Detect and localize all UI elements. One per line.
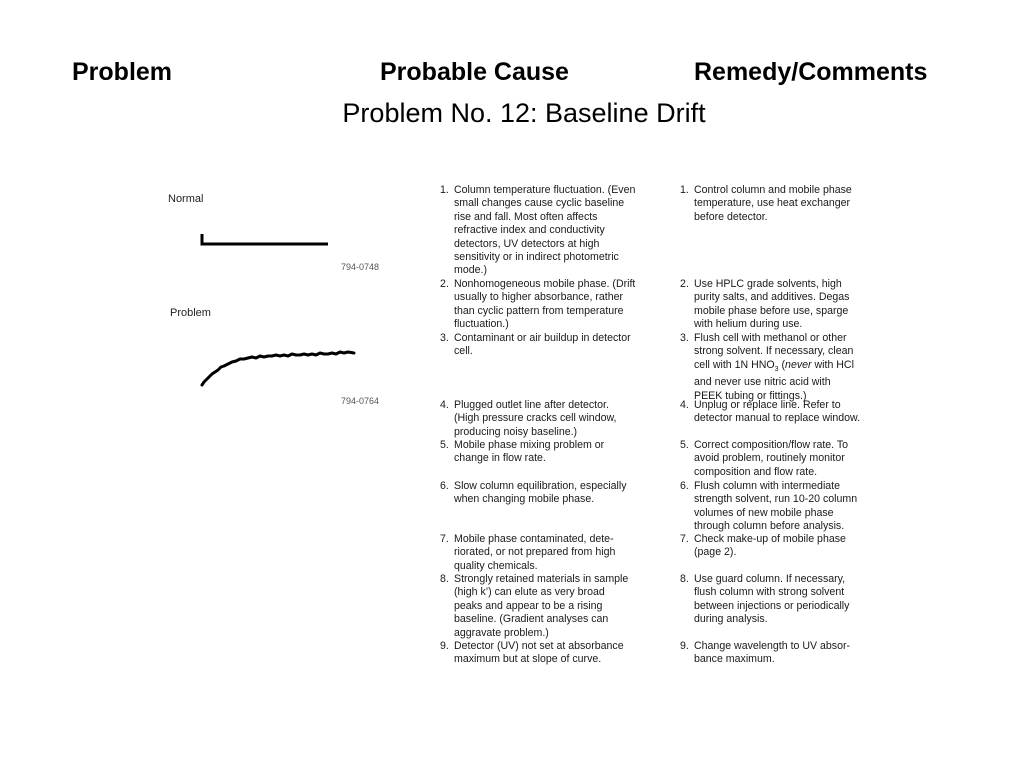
- remedy-number: 9.: [680, 640, 689, 652]
- remedy-text-formula-line: [694, 359, 906, 377]
- remedy-number: 1.: [680, 184, 689, 196]
- problem-drift-trace: [202, 352, 354, 385]
- remedy-text: Change wavelength to UV absor- bance maximum.: [694, 640, 851, 666]
- cause-text: Plugged outlet line after detector. (High pressure cracks cell window, producing noisy baseline.): [454, 399, 617, 438]
- header-problem: Problem: [72, 58, 173, 86]
- remedy-number: 7.: [680, 533, 689, 545]
- remedy-text: Use guard column. If necessary, flush column with strong solvent between injections or periodically during analysis.: [694, 573, 850, 626]
- remedy-number: 5.: [680, 439, 689, 451]
- cause-number: 7.: [440, 533, 449, 545]
- cause-number: 8.: [440, 573, 449, 585]
- remedy-text: Flush cell with methanol or other strong solvent. If necessary, clean: [694, 332, 854, 358]
- cause-text: Slow column equilibration, especially when changing mobile phase.: [454, 480, 627, 506]
- cause-number: 1.: [440, 184, 449, 196]
- header-remedy-comments: Remedy/Comments: [694, 58, 928, 86]
- remedy-text-post: with HCl: [811, 358, 854, 371]
- problem-drift-figure: [196, 345, 366, 390]
- page-title: Problem No. 12: Baseline Drift: [342, 98, 706, 128]
- remedy-text-emphasis: never: [785, 358, 812, 371]
- normal-baseline-figure: [196, 230, 336, 250]
- remedy-text: Flush column with intermediate strength solvent, run 10-20 column volumes of new mobile phase through column before analysis.: [694, 480, 858, 533]
- remedy-text: Use HPLC grade solvents, high purity salts, and additives. Degas mobile phase before use, sparge with helium during use.: [694, 278, 850, 331]
- problem-figure-code: 794-0764: [341, 396, 380, 406]
- remedy-number: 8.: [680, 573, 689, 585]
- cause-number: 9.: [440, 640, 449, 652]
- remedy-text: Unplug or replace line. Refer to detector manual to replace window.: [694, 399, 861, 425]
- normal-figure-code: 794-0748: [341, 262, 380, 272]
- problem-label: Problem: [170, 307, 211, 319]
- cause-text: Mobile phase mixing problem or change in flow rate.: [454, 439, 605, 465]
- formula-subscript: 3: [774, 365, 779, 373]
- normal-label: Normal: [168, 193, 204, 205]
- remedy-text-formula: cell with 1N HNO: [694, 358, 775, 371]
- remedies-list: [680, 184, 920, 674]
- remedy-text-tail: and never use nitric acid with PEEK tubing or fittings.): [694, 376, 831, 402]
- remedy-text: Check make-up of mobile phase (page 2).: [694, 533, 846, 559]
- remedy-number: 6.: [680, 480, 689, 492]
- remedy-text: Control column and mobile phase temperature, use heat exchanger before detector.: [694, 184, 852, 223]
- remedy-number: 3.: [680, 332, 689, 344]
- remedy-number: 2.: [680, 278, 689, 290]
- remedy-text: Correct composition/flow rate. To avoid problem, routinely monitor composition and flow rate.: [694, 439, 849, 478]
- remedy-text-block: [694, 332, 906, 403]
- cause-number: 2.: [440, 278, 449, 290]
- cause-number: 3.: [440, 332, 449, 344]
- causes-list: [440, 184, 670, 674]
- remedy-number: 4.: [680, 399, 689, 411]
- normal-baseline-trace: [202, 234, 328, 244]
- cause-text: Detector (UV) not set at absorbance maximum but at slope of curve.: [454, 640, 624, 666]
- cause-text: Contaminant or air buildup in detector cell.: [454, 332, 631, 358]
- cause-number: 4.: [440, 399, 449, 411]
- cause-number: 6.: [440, 480, 449, 492]
- header-probable-cause: Probable Cause: [380, 58, 569, 86]
- cause-text: Column temperature fluctuation. (Even small changes cause cyclic baseline rise and fall. Most often affects refractive index and conductivity detectors, UV detectors at high sensitivity or in indirect photometric mode.): [454, 184, 636, 277]
- cause-text: Mobile phase contaminated, dete- riorated, or not prepared from high quality chemicals.: [454, 533, 616, 572]
- cause-text: Nonhomogeneous mobile phase. (Drift usually to higher absorbance, rather than cyclic pattern from temperature fluctuation.): [454, 278, 636, 331]
- cause-number: 5.: [440, 439, 449, 451]
- remedy-text-paren: (: [778, 358, 786, 371]
- cause-text: Strongly retained materials in sample (high k’) can elute as very broad peaks and appear to be a rising baseline. (Gradient analyses can aggravate problem.): [454, 573, 629, 639]
